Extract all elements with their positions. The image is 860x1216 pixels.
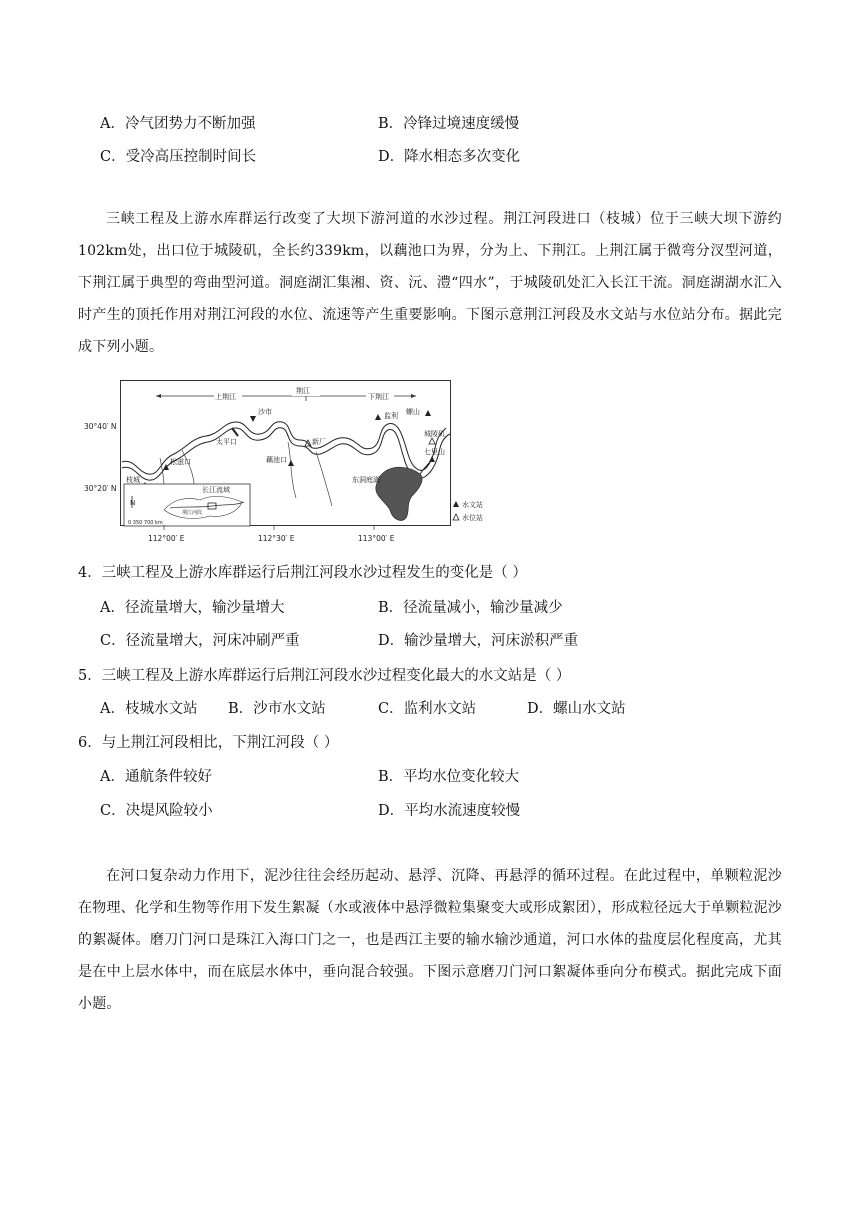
label-luoshan: 螺山 [406,408,420,416]
label-jianli: 监利 [384,412,398,420]
q4-option-a: A．径流量增大，输沙量增大 [100,600,285,616]
question-4-stem: 4．三峡工程及上游水库群运行后荆江河段水沙过程发生的变化是（ ） [78,565,527,581]
label-songzikou: 松滋口 [170,458,191,466]
question-6-stem: 6．与上荆江河段相比，下荆江河段（ ） [78,735,339,751]
option-b: B．冷锋过境速度缓慢 [378,116,520,132]
label-zhicheng: 枝城 [126,476,140,484]
map-svg [120,378,490,550]
label-lower-jingjiang: 下荆江 [368,393,389,401]
legend-level-icon [453,514,459,520]
q5-option-d: D．螺山水文站 [527,701,626,717]
label-taipingkou: 太平口 [216,438,237,446]
q5-option-b: B．沙市水文站 [228,701,326,717]
legend-hydro-icon [453,501,459,507]
option-d: D．降水相态多次变化 [378,149,521,165]
lon-label-2: 112°30′ E [258,534,295,543]
north-label: N [130,499,136,507]
q6-option-b: B．平均水位变化较大 [378,769,520,785]
q6-option-c: C．决堤风险较小 [100,803,213,819]
question-5-stem: 5．三峡工程及上游水库群运行后荆江河段水沙过程变化最大的水文站是（ ） [78,668,571,684]
q4-option-d: D．输沙量增大，河床淤积严重 [378,633,579,649]
label-ouchikou: 藕池口 [266,456,287,464]
lon-label-3: 113°00′ E [358,534,395,543]
option-c: C．受冷高压控制时间长 [100,149,257,165]
q4-option-b: B．径流量减小，输沙量减少 [378,600,563,616]
q4-option-c: C．径流量增大，河床冲刷严重 [100,633,300,649]
q6-option-d: D．平均水流速度较慢 [378,803,521,819]
label-upper-jingjiang: 上荆江 [215,393,236,401]
label-qilishan: 七里山 [424,448,445,456]
lon-label-1: 112°00′ E [148,534,185,543]
label-jingjiang: 荆江 [296,387,310,395]
option-a: A．冷气团势力不断加强 [100,116,256,132]
label-chenglingji: 城陵矶 [424,430,445,438]
legend-hydro: 水文站 [462,501,483,509]
label-xinchang: 新厂 [312,438,326,446]
label-dongting-lake: 东洞庭湖 [352,476,380,484]
scale-text: 0 350 700 km [128,520,163,526]
inset-label: 荆江河段 [182,510,203,516]
lat-label-bottom: 30°20′ N [84,484,117,493]
q6-option-a: A．通航条件较好 [100,769,212,785]
label-shashi: 沙市 [258,408,272,416]
lat-label-top: 30°40′ N [84,422,117,431]
q5-option-c: C．监利水文站 [378,701,477,717]
passage-jingjiang: 三峡工程及上游水库群运行改变了大坝下游河道的水沙过程。荆江河段进口（枝城）位于三峡大坝下游约102km处，出口位于城陵矶，全长约339km，以藕池口为界，分为上、下荆江。上荆江属于微弯分汊型河道，下荆江属于典型的弯曲型河道。洞庭湖汇集湘、资、沅、澧“四水”，于城陵矶处汇入长江干流。洞庭湖湖水汇入时产生的顶托作用对荆江河段的水位、流速等产生重要影响。下图示意荆江河段及水文站与水位站分布。据此完成下列小题。 [78,211,782,355]
legend-level: 水位站 [462,514,483,522]
passage-modaomen: 在河口复杂动力作用下，泥沙往往会经历起动、悬浮、沉降、再悬浮的循环过程。在此过程中，单颗粒泥沙在物理、化学和生物等作用下发生絮凝（水或液体中悬浮微粒集聚变大或形成絮团），形成粒径远大于单颗粒泥沙的絮凝体。磨刀门河口是珠江入海口门之一，也是西江主要的输水输沙通道，河口水体的盐度层化程度高，尤其是在中上层水体中，而在底层水体中，垂向混合较强。下图示意磨刀门河口絮凝体垂向分布模式。据此完成下面小题。 [78,868,782,1012]
inset-title: 长江流域 [202,486,230,494]
q5-option-a: A．枝城水文站 [100,701,198,717]
jingjiang-map [84,378,490,550]
